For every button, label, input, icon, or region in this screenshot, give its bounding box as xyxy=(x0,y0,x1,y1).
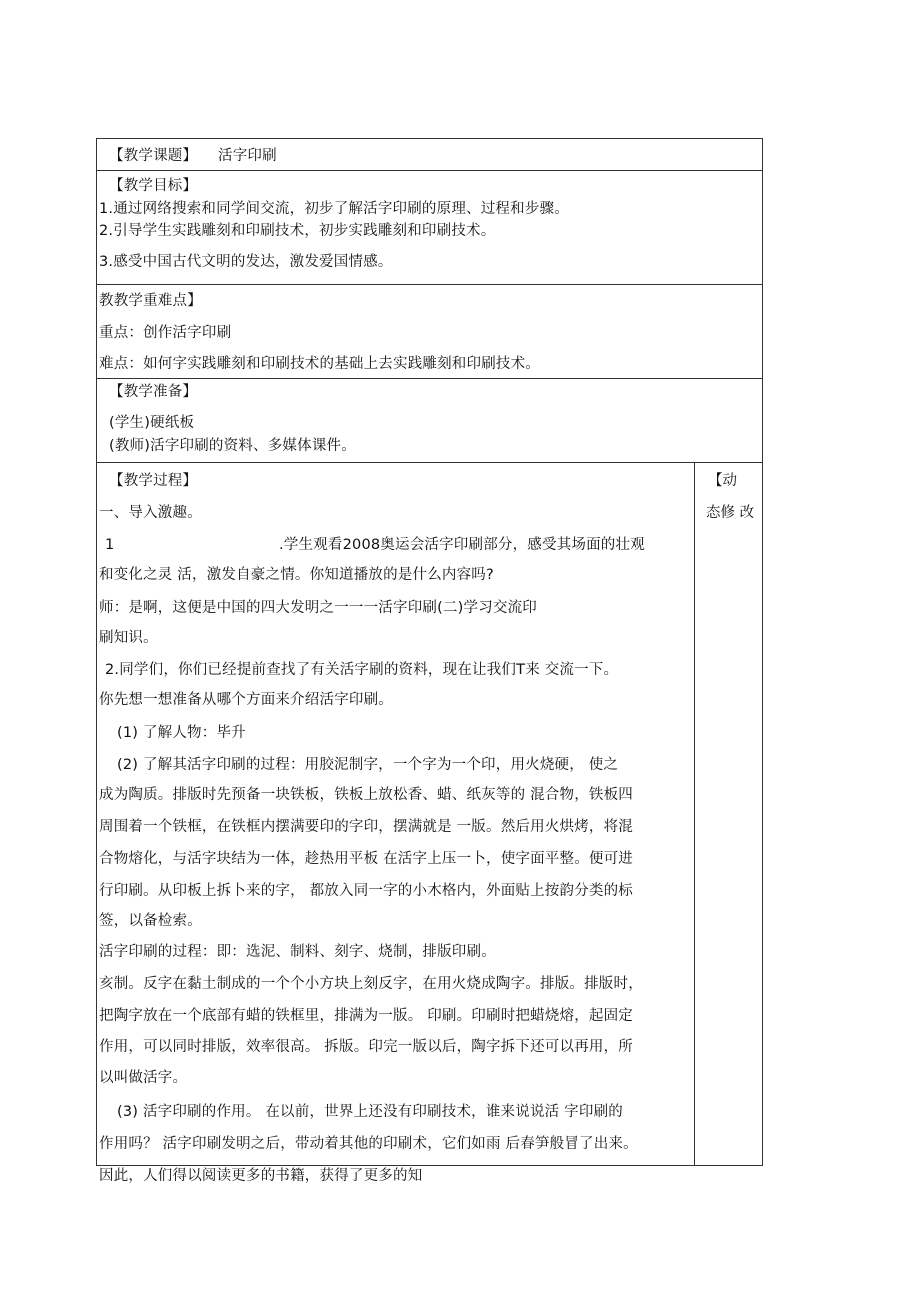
topic-label: 【教学课题】 xyxy=(109,148,198,164)
preparation-student: (学生)硬纸板 xyxy=(109,415,195,431)
process-line: 亥制。反字在黏土制成的一个个小方块上刻反字，在用火烧成陶字。排版。排版时， xyxy=(99,976,643,992)
preparation-label: 【教学准备】 xyxy=(109,384,198,400)
key-points-label: 教教学重难点】 xyxy=(99,293,202,309)
objective-item-1: 1.通过网络搜索和同学间交流，初步了解活字印刷的原理、过程和步骤。 xyxy=(99,201,569,217)
side-note-dynamic: 【动 xyxy=(708,473,737,489)
difficult-point-text: 难点：如何字实践雕刻和印刷技术的基础上去实践雕刻和印刷技术。 xyxy=(99,356,540,372)
process-line: 你先想一想准备从哪个方面来介绍活字印刷。 xyxy=(99,692,393,708)
process-line: 周围着一个铁框，在铁框内摆满要印的字印，摆满就是 一版。然后用火烘烤，将混 xyxy=(99,819,634,835)
topic-value: 活字印刷 xyxy=(218,148,277,164)
process-line: 合物熔化，与活字块结为一体，趁热用平板 在活字上压一卜，使字面平整。便可进 xyxy=(99,851,634,867)
process-line: 把陶字放在一个底部有蜡的铁框里，排满为一版。 印刷。印刷时把蜡烧熔，起固定 xyxy=(99,1008,634,1024)
process-label: 【教学过程】 xyxy=(109,473,198,489)
process-line: 以叫做活字。 xyxy=(99,1070,188,1086)
process-line: 师：是啊，这便是中国的四大发明之一一一活字印刷(二)学习交流印 xyxy=(99,600,538,616)
process-line: 一、导入激趣。 xyxy=(99,505,202,521)
process-line: 刷知识。 xyxy=(99,630,158,646)
process-line: 2.同学们，你们已经提前查找了有关活字刷的资料，现在让我们T来 交流一下。 xyxy=(105,662,619,678)
side-note-revise: 态修 改 xyxy=(706,505,755,521)
process-line: .学生观看2008奥运会活字印刷部分，感受其场面的壮观 xyxy=(279,537,645,553)
process-line: (3) 活字印刷的作用。 在以前，世界上还没有印刷技术，谁来说说活 字印刷的 xyxy=(117,1104,623,1120)
topic-row xyxy=(97,139,762,171)
process-line: (2) 了解其活字印刷的过程：用胶泥制字，一个字为一个印，用火烧硬， 使之 xyxy=(117,757,619,773)
objective-item-3: 3.感受中国古代文明的发达，激发爱国情感。 xyxy=(99,254,393,270)
process-line-cut-clip xyxy=(97,1166,692,1184)
process-line: 行印刷。从印板上拆卜来的字， 都放入同一字的小木格内，外面贴上按韵分类的标 xyxy=(99,883,634,899)
process-line-cut: 因此，人们得以阅读更多的书籍，获得了更多的知 xyxy=(99,1168,423,1184)
process-line: 和变化之灵 活，激发自豪之情。你知道播放的是什么内容吗? xyxy=(99,567,494,583)
process-row xyxy=(97,463,762,1184)
key-point-text: 重点：创作活字印刷 xyxy=(99,325,232,341)
process-line: 作用，可以同时排版，效率很高。 拆版。印完一版以后，陶字拆下还可以再用，所 xyxy=(99,1039,634,1055)
objectives-label: 【教学目标】 xyxy=(109,178,198,194)
process-line: 成为陶质。排版时先预备一块铁板，铁板上放松香、蜡、纸灰等的 混合物，铁板四 xyxy=(99,787,634,803)
process-line: 签，以备检索。 xyxy=(99,913,202,929)
objectives-row xyxy=(97,171,762,285)
lesson-plan-table xyxy=(96,138,763,1184)
process-line: (1) 了解人物：毕升 xyxy=(117,725,246,741)
process-line-number: 1 xyxy=(105,537,115,553)
preparation-teacher: (教师)活字印刷的资料、多媒体课件。 xyxy=(109,438,356,454)
objective-item-2: 2.引导学生实践雕刻和印刷技术，初步实践雕刻和印刷技术。 xyxy=(99,223,496,239)
key-points-row xyxy=(97,285,762,379)
column-divider xyxy=(694,463,695,1165)
process-line: 作用吗？ 活字印刷发明之后，带动着其他的印刷术，它们如雨 后春笋般冒了出来。 xyxy=(99,1136,638,1152)
preparation-row xyxy=(97,379,762,463)
process-line: 活字印刷的过程：即：选泥、制料、刻字、烧制，排版印刷。 xyxy=(99,944,496,960)
